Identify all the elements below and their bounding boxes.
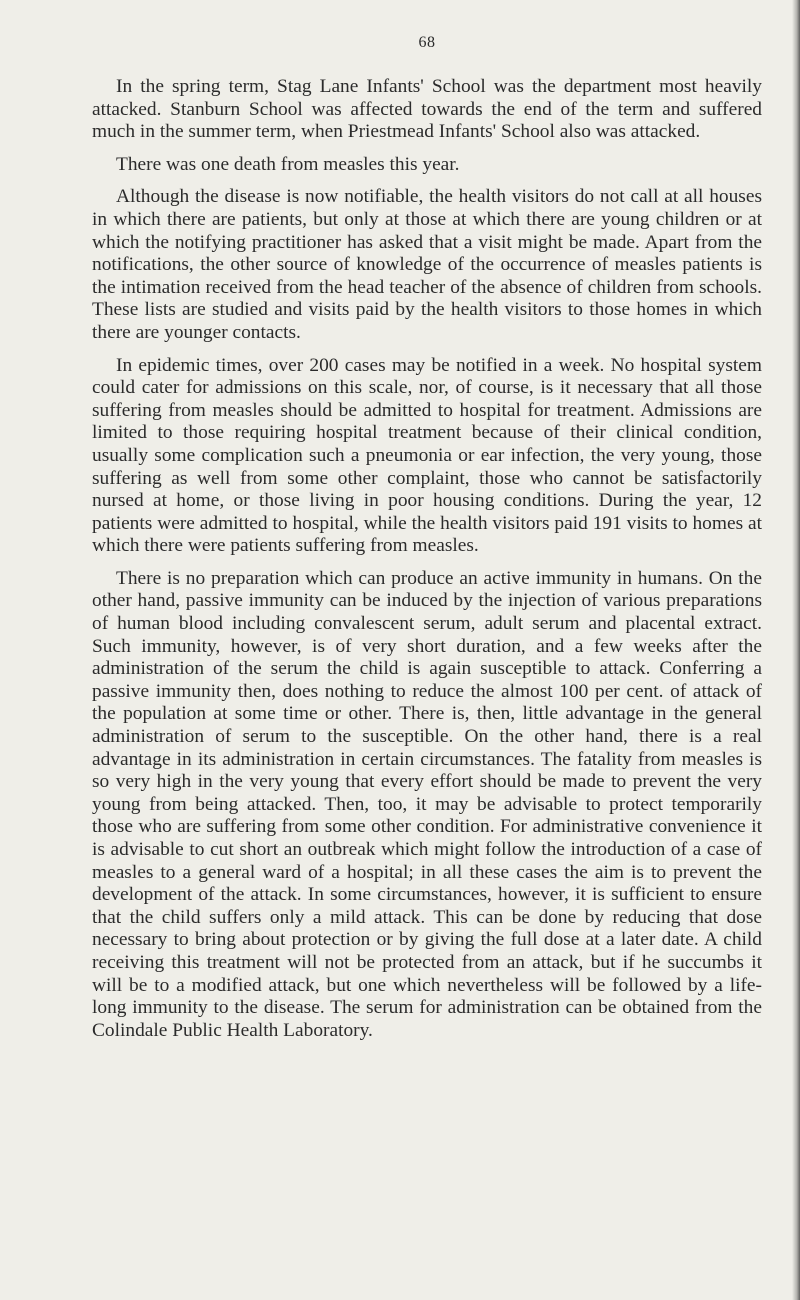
paragraph-hospital-admissions: In epidemic times, over 200 cases may be notified in a week. No hospital system could cater for admissions on this scale, nor, of course, is it necessary that all those suffering from measles should be admitted to hospital for treatment. Admissions are limited to those requiring hospital treatment because of their clinical condition, usually some complication such a pneumonia or ear infection, the very young, those suffering as well from some other complaint, those who cannot be satisfactorily nursed at home, or those living in poor housing conditions. During the year, 12 patients were admitted to hospital, while the health visitors paid 191 visits to homes at which there were patients suffering from measles. — [92, 354, 762, 557]
paragraph-schools-attacked: In the spring term, Stag Lane Infants' School was the department most heavily attacked. Stanburn School was affected towards the end of the term and suffered much in the summer term, when Priestmead Infants' School also was attacked. — [92, 76, 762, 143]
paragraph-death: There was one death from measles this year. — [116, 153, 460, 175]
page-edge-shadow — [792, 0, 800, 1300]
paragraph-health-visitors: Although the disease is now notifiable, the health visitors do not call at all houses in which there are patients, but only at those at which there are young children or at which the notifying practitioner has asked that a visit might be made. Apart from the notifications, the other source of knowledge of the occurrence of measles patients is the intimation received from the head teacher of the absence of children from schools. These lists are studied and visits paid by the health visitors to those homes in which there are younger contacts. — [92, 186, 762, 343]
page-number: 68 — [418, 34, 436, 51]
paragraph-immunity: There is no preparation which can produce an active immunity in humans. On the other hand, passive immunity can be induced by the injection of various preparations of human blood including convalescent serum, adult serum and placental extract. Such immunity, however, is of very short duration, and a few weeks after the administration of the serum the child is again susceptible to attack. Conferring a passive immunity then, does nothing to reduce the almost 100 per cent. of attack of the population at some time or other. There is, then, little advantage in the general administration of serum to the susceptible. On the other hand, there is a real advantage in its administration in certain circumstances. The fatality from measles is so very high in the very young that every effort should be made to prevent the very young from being attacked. Then, too, it may be advisable to protect temporarily those who are suffering from some other condition. For administrative convenience it is advisable to cut short an outbreak which might follow the introduction of a case of measles to a general ward of a hospital; in all these cases the aim is to prevent the development of the attack. In some circumstances, however, it is sufficient to ensure that the child suffers only a mild attack. This can be done by reducing that dose necessary to bring about protection or by giving the full dose at a later date. A child receiving this treatment will not be protected from an attack, but if he succumbs it will be to a modified attack, but one which nevertheless will be followed by a life-long immunity to the disease. The serum for administration can be obtained from the Colindale Public Health Laboratory. — [92, 567, 762, 1041]
